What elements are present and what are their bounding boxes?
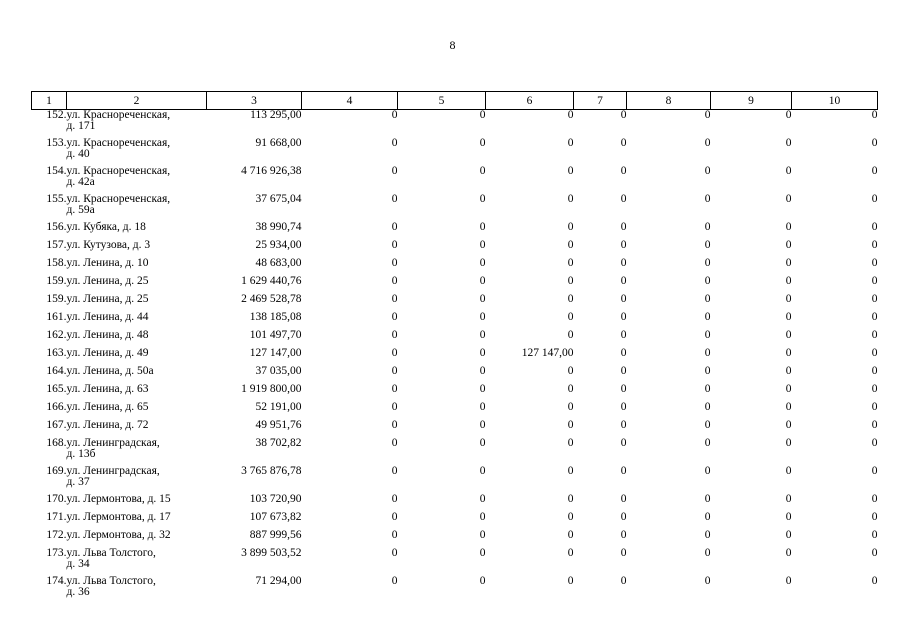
table-row (32, 402, 878, 420)
value-cell-c5: 0 (479, 165, 486, 177)
value-cell-c3: 3 765 876,78 (241, 465, 302, 477)
value-cell-c8: 0 (704, 257, 711, 269)
value-cell-c4: 0 (391, 257, 398, 269)
value-cell-c9: 0 (785, 547, 792, 559)
value-cell-c6: 0 (567, 293, 574, 305)
value-cell-c9: 0 (785, 575, 792, 587)
row-number: 174. (46, 575, 67, 587)
value-cell-c9: 0 (785, 529, 792, 541)
address-line: ул. Льва Толстого, (66, 575, 156, 587)
value-cell-c3: 91 668,00 (255, 137, 302, 149)
col-header-7: 7 (574, 92, 627, 110)
address-cell (67, 420, 207, 438)
value-cell-c3: 1 629 440,76 (241, 275, 302, 287)
value-cell-c9: 0 (785, 511, 792, 523)
address-cell (67, 258, 207, 276)
value-cell-c9: 0 (785, 221, 792, 233)
col-header-4: 4 (302, 92, 398, 110)
value-cell-c5: 0 (479, 465, 486, 477)
table-row (32, 138, 878, 166)
value-cell-c7: 0 (620, 239, 627, 251)
address-line: ул. Ленинградская, (66, 465, 160, 477)
col-header-3: 3 (207, 92, 302, 110)
value-cell-c8: 0 (704, 547, 711, 559)
value-cell-c4: 0 (391, 547, 398, 559)
address-cell (67, 530, 207, 548)
value-cell-c10: 0 (871, 465, 878, 477)
value-cell-c3: 1 919 800,00 (241, 383, 302, 395)
address-line: ул. Ленина, д. 48 (66, 329, 149, 341)
value-cell-c9: 0 (785, 365, 792, 377)
value-cell-c7: 0 (620, 193, 627, 205)
value-cell-c10: 0 (871, 347, 878, 359)
value-cell-c5: 0 (479, 275, 486, 287)
value-cell-c4: 0 (391, 293, 398, 305)
value-cell-c9: 0 (785, 329, 792, 341)
address-line: д. 40 (66, 147, 90, 160)
address-cell (67, 166, 207, 194)
value-cell-c5: 0 (479, 365, 486, 377)
value-cell-c4: 0 (391, 437, 398, 449)
value-cell-c3: 49 951,76 (255, 419, 302, 431)
value-cell-c10: 0 (871, 221, 878, 233)
col-header-1: 1 (32, 92, 67, 110)
value-cell-c7: 0 (620, 493, 627, 505)
value-cell-c10: 0 (871, 419, 878, 431)
row-number: 161. (46, 311, 67, 323)
row-number: 159. (46, 293, 67, 305)
value-cell-c3: 887 999,56 (249, 529, 302, 541)
value-cell-c5: 0 (479, 347, 486, 359)
value-cell-c6: 0 (567, 329, 574, 341)
value-cell-c4: 0 (391, 365, 398, 377)
table-row (32, 438, 878, 466)
value-cell-c8: 0 (704, 529, 711, 541)
table-row (32, 258, 878, 276)
value-cell-c6: 0 (567, 193, 574, 205)
value-cell-c10: 0 (871, 383, 878, 395)
row-number: 172. (46, 529, 67, 541)
value-cell-c6: 0 (567, 575, 574, 587)
value-cell-c4: 0 (391, 401, 398, 413)
value-cell-c8: 0 (704, 239, 711, 251)
address-line: ул. Льва Толстого, (66, 547, 156, 559)
value-cell-c7: 0 (620, 401, 627, 413)
value-cell-c5: 0 (479, 419, 486, 431)
address-cell (67, 110, 207, 139)
address-cell (67, 576, 207, 604)
address-line: ул. Ленина, д. 65 (66, 401, 149, 413)
value-cell-c9: 0 (785, 165, 792, 177)
row-number: 165. (46, 383, 67, 395)
value-cell-c8: 0 (704, 401, 711, 413)
row-number: 166. (46, 401, 67, 413)
value-cell-c6: 0 (567, 137, 574, 149)
address-line: ул. Лермонтова, д. 32 (66, 529, 171, 541)
value-cell-c6: 0 (567, 257, 574, 269)
value-cell-c4: 0 (391, 239, 398, 251)
value-cell-c8: 0 (704, 311, 711, 323)
value-cell-c8: 0 (704, 511, 711, 523)
value-cell-c3: 2 469 528,78 (241, 293, 302, 305)
address-line: д. 59а (66, 203, 95, 216)
value-cell-c5: 0 (479, 529, 486, 541)
col-header-10: 10 (792, 92, 878, 110)
value-cell-c4: 0 (391, 221, 398, 233)
address-cell (67, 466, 207, 494)
table-row (32, 548, 878, 576)
address-cell (67, 384, 207, 402)
value-cell-c6: 0 (567, 529, 574, 541)
value-cell-c5: 0 (479, 257, 486, 269)
col-header-2: 2 (67, 92, 207, 110)
row-number: 169. (46, 465, 67, 477)
table-row (32, 366, 878, 384)
value-cell-c6: 0 (567, 275, 574, 287)
value-cell-c8: 0 (704, 193, 711, 205)
value-cell-c8: 0 (704, 575, 711, 587)
value-cell-c9: 0 (785, 193, 792, 205)
table-row (32, 330, 878, 348)
value-cell-c3: 127 147,00 (249, 347, 302, 359)
value-cell-c6: 0 (567, 419, 574, 431)
value-cell-c4: 0 (391, 311, 398, 323)
address-cell (67, 294, 207, 312)
value-cell-c5: 0 (479, 493, 486, 505)
value-cell-c6: 0 (567, 165, 574, 177)
value-cell-c7: 0 (620, 383, 627, 395)
address-line: ул. Ленина, д. 10 (66, 257, 149, 269)
value-cell-c5: 0 (479, 293, 486, 305)
value-cell-c9: 0 (785, 311, 792, 323)
table-row (32, 494, 878, 512)
row-number: 171. (46, 511, 67, 523)
address-line: д. 36 (66, 585, 90, 598)
value-cell-c7: 0 (620, 137, 627, 149)
address-cell (67, 194, 207, 222)
value-cell-c4: 0 (391, 109, 398, 121)
value-cell-c9: 0 (785, 401, 792, 413)
row-number: 167. (46, 419, 67, 431)
value-cell-c4: 0 (391, 275, 398, 287)
value-cell-c4: 0 (391, 465, 398, 477)
col-header-5: 5 (398, 92, 486, 110)
value-cell-c7: 0 (620, 347, 627, 359)
value-cell-c10: 0 (871, 329, 878, 341)
value-cell-c6: 0 (567, 465, 574, 477)
value-cell-c10: 0 (871, 257, 878, 269)
row-number: 152. (46, 109, 67, 121)
value-cell-c5: 0 (479, 575, 486, 587)
table-row (32, 420, 878, 438)
value-cell-c7: 0 (620, 419, 627, 431)
value-cell-c9: 0 (785, 293, 792, 305)
value-cell-c6: 127 147,00 (521, 347, 574, 359)
row-number: 159. (46, 275, 67, 287)
value-cell-c3: 38 990,74 (255, 221, 302, 233)
value-cell-c5: 0 (479, 221, 486, 233)
value-cell-c7: 0 (620, 221, 627, 233)
value-cell-c10: 0 (871, 165, 878, 177)
row-number: 157. (46, 239, 67, 251)
col-header-6: 6 (486, 92, 574, 110)
address-line: ул. Ленина, д. 63 (66, 383, 149, 395)
table-row (32, 348, 878, 366)
address-cell (67, 276, 207, 294)
value-cell-c9: 0 (785, 465, 792, 477)
table-row (32, 530, 878, 548)
row-number: 170. (46, 493, 67, 505)
value-cell-c8: 0 (704, 165, 711, 177)
value-cell-c5: 0 (479, 401, 486, 413)
address-line: д. 37 (66, 475, 90, 488)
value-cell-c4: 0 (391, 165, 398, 177)
value-cell-c9: 0 (785, 257, 792, 269)
value-cell-c10: 0 (871, 239, 878, 251)
value-cell-c3: 71 294,00 (255, 575, 302, 587)
row-number: 156. (46, 221, 67, 233)
address-line: ул. Кубяка, д. 18 (66, 221, 146, 233)
address-line: д. 34 (66, 557, 90, 570)
address-line: ул. Красноречeнская, (66, 165, 171, 177)
value-cell-c6: 0 (567, 239, 574, 251)
table-row (32, 512, 878, 530)
page-number: 8 (449, 38, 456, 52)
value-cell-c6: 0 (567, 547, 574, 559)
value-cell-c5: 0 (479, 311, 486, 323)
value-cell-c8: 0 (704, 365, 711, 377)
value-cell-c8: 0 (704, 493, 711, 505)
value-cell-c8: 0 (704, 437, 711, 449)
value-cell-c7: 0 (620, 165, 627, 177)
row-number: 153. (46, 137, 67, 149)
table-row (32, 110, 878, 139)
value-cell-c9: 0 (785, 347, 792, 359)
address-cell (67, 138, 207, 166)
table-row (32, 466, 878, 494)
col-header-8: 8 (627, 92, 711, 110)
value-cell-c6: 0 (567, 365, 574, 377)
value-cell-c9: 0 (785, 239, 792, 251)
value-cell-c8: 0 (704, 329, 711, 341)
address-line: д. 42а (66, 175, 95, 188)
value-cell-c10: 0 (871, 493, 878, 505)
table-body (32, 110, 878, 605)
address-line: ул. Ленинградская, (66, 437, 160, 449)
value-cell-c10: 0 (871, 437, 878, 449)
value-cell-c4: 0 (391, 137, 398, 149)
value-cell-c8: 0 (704, 293, 711, 305)
value-cell-c3: 25 934,00 (255, 239, 302, 251)
row-number: 154. (46, 165, 67, 177)
address-line: ул. Ленина, д. 25 (66, 275, 149, 287)
value-cell-c5: 0 (479, 137, 486, 149)
row-number: 162. (46, 329, 67, 341)
value-cell-c4: 0 (391, 493, 398, 505)
value-cell-c3: 113 295,00 (250, 109, 302, 121)
value-cell-c4: 0 (391, 529, 398, 541)
value-cell-c4: 0 (391, 383, 398, 395)
value-cell-c7: 0 (620, 275, 627, 287)
address-cell (67, 240, 207, 258)
value-cell-c9: 0 (785, 383, 792, 395)
table-row (32, 194, 878, 222)
value-cell-c3: 37 035,00 (255, 365, 302, 377)
table-row (32, 222, 878, 240)
address-line: ул. Красноречeнская, (66, 109, 171, 121)
address-line: ул. Красноречeнская, (66, 193, 171, 205)
value-cell-c5: 0 (479, 437, 486, 449)
value-cell-c9: 0 (785, 109, 792, 121)
value-cell-c9: 0 (785, 137, 792, 149)
value-cell-c7: 0 (620, 465, 627, 477)
value-cell-c8: 0 (704, 419, 711, 431)
value-cell-c3: 38 702,82 (255, 437, 302, 449)
row-number: 173. (46, 547, 67, 559)
value-cell-c10: 0 (871, 401, 878, 413)
row-number: 155. (46, 193, 67, 205)
address-line: ул. Лермонтова, д. 15 (66, 493, 171, 505)
value-cell-c8: 0 (704, 383, 711, 395)
table-row (32, 294, 878, 312)
value-cell-c3: 107 673,82 (249, 511, 302, 523)
value-cell-c10: 0 (871, 365, 878, 377)
address-cell (67, 548, 207, 576)
value-cell-c7: 0 (620, 575, 627, 587)
value-cell-c9: 0 (785, 437, 792, 449)
col-header-9: 9 (711, 92, 792, 110)
value-cell-c4: 0 (391, 511, 398, 523)
value-cell-c3: 4 716 926,38 (241, 165, 302, 177)
table-row (32, 312, 878, 330)
value-cell-c6: 0 (567, 221, 574, 233)
value-cell-c5: 0 (479, 547, 486, 559)
value-cell-c7: 0 (620, 311, 627, 323)
value-cell-c10: 0 (871, 547, 878, 559)
value-cell-c4: 0 (391, 329, 398, 341)
value-cell-c6: 0 (567, 493, 574, 505)
value-cell-c7: 0 (620, 511, 627, 523)
address-line: д. 13б (66, 447, 96, 460)
value-cell-c9: 0 (785, 275, 792, 287)
address-line: ул. Ленина, д. 44 (66, 311, 149, 323)
value-cell-c6: 0 (567, 401, 574, 413)
value-cell-c5: 0 (479, 239, 486, 251)
value-cell-c5: 0 (479, 383, 486, 395)
value-cell-c3: 48 683,00 (255, 257, 302, 269)
address-line: ул. Ленина, д. 72 (66, 419, 149, 431)
value-cell-c8: 0 (704, 465, 711, 477)
value-cell-c7: 0 (620, 529, 627, 541)
value-cell-c7: 0 (620, 365, 627, 377)
address-line: д. 171 (66, 119, 96, 132)
value-cell-c10: 0 (871, 575, 878, 587)
address-line: ул. Кутузова, д. 3 (66, 239, 151, 251)
address-line: ул. Ленина, д. 49 (66, 347, 149, 359)
value-cell-c9: 0 (785, 419, 792, 431)
address-line: ул. Ленина, д. 50а (66, 365, 154, 377)
value-cell-c6: 0 (567, 311, 574, 323)
address-line: ул. Ленина, д. 25 (66, 293, 149, 305)
value-cell-c4: 0 (391, 347, 398, 359)
value-cell-c3: 138 185,08 (249, 311, 302, 323)
row-number: 164. (46, 365, 67, 377)
value-cell-c5: 0 (479, 193, 486, 205)
value-cell-c6: 0 (567, 383, 574, 395)
value-cell-c4: 0 (391, 419, 398, 431)
value-cell-c4: 0 (391, 193, 398, 205)
value-cell-c9: 0 (785, 493, 792, 505)
value-cell-c10: 0 (871, 511, 878, 523)
value-cell-c5: 0 (479, 109, 486, 121)
address-cell (67, 312, 207, 330)
value-cell-c3: 37 675,04 (255, 193, 302, 205)
value-cell-c8: 0 (704, 221, 711, 233)
value-cell-c3: 3 899 503,52 (241, 547, 302, 559)
address-cell (67, 512, 207, 530)
value-cell-c6: 0 (567, 511, 574, 523)
value-cell-c5: 0 (479, 329, 486, 341)
row-number: 163. (46, 347, 67, 359)
value-cell-c5: 0 (479, 511, 486, 523)
value-cell-c7: 0 (620, 437, 627, 449)
value-cell-c7: 0 (620, 547, 627, 559)
header-row (32, 92, 878, 110)
value-cell-c10: 0 (871, 193, 878, 205)
table-row (32, 276, 878, 294)
value-cell-c7: 0 (620, 329, 627, 341)
address-cell (67, 438, 207, 466)
address-cell (67, 330, 207, 348)
value-cell-c10: 0 (871, 529, 878, 541)
address-cell (67, 348, 207, 366)
value-cell-c3: 101 497,70 (249, 329, 302, 341)
value-cell-c4: 0 (391, 575, 398, 587)
value-cell-c6: 0 (567, 437, 574, 449)
row-number: 158. (46, 257, 67, 269)
address-cell (67, 366, 207, 384)
value-cell-c10: 0 (871, 109, 878, 121)
value-cell-c6: 0 (567, 109, 574, 121)
address-cell (67, 402, 207, 420)
address-line: ул. Лермонтова, д. 17 (66, 511, 171, 523)
value-cell-c10: 0 (871, 311, 878, 323)
address-cell (67, 222, 207, 240)
table-row (32, 166, 878, 194)
value-cell-c3: 52 191,00 (255, 401, 302, 413)
value-cell-c10: 0 (871, 137, 878, 149)
address-cell (67, 494, 207, 512)
value-cell-c8: 0 (704, 137, 711, 149)
value-cell-c3: 103 720,90 (249, 493, 302, 505)
row-number: 168. (46, 437, 67, 449)
value-cell-c8: 0 (704, 275, 711, 287)
value-cell-c7: 0 (620, 293, 627, 305)
register-table (31, 91, 878, 604)
value-cell-c8: 0 (704, 109, 711, 121)
value-cell-c7: 0 (620, 109, 627, 121)
value-cell-c10: 0 (871, 293, 878, 305)
value-cell-c7: 0 (620, 257, 627, 269)
table-row (32, 576, 878, 604)
table-row (32, 384, 878, 402)
table-row (32, 240, 878, 258)
value-cell-c8: 0 (704, 347, 711, 359)
address-line: ул. Красноречeнская, (66, 137, 171, 149)
value-cell-c10: 0 (871, 275, 878, 287)
